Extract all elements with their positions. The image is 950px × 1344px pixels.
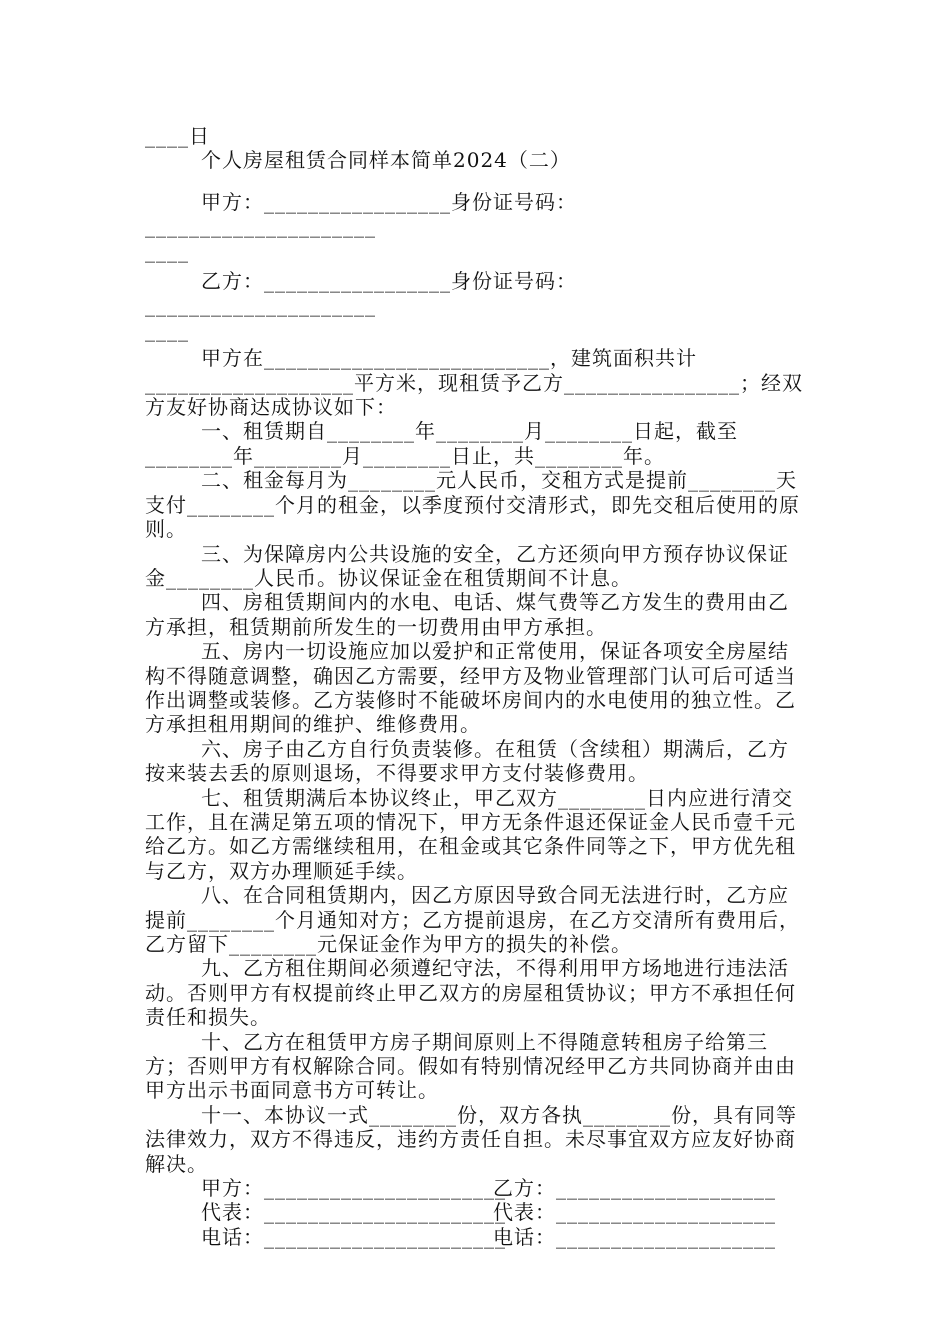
party-a-phone-field: 电话：______________________ bbox=[201, 1224, 506, 1249]
signature-row-phone bbox=[201, 1225, 807, 1249]
clause-4: 四、房租赁期间内的水电、电话、煤气费等乙方发生的费用由乙方承担，租赁期前所发生的一切费用由甲方承担。 bbox=[145, 590, 789, 639]
signature-block bbox=[201, 1176, 807, 1249]
signature-row-representative bbox=[201, 1200, 807, 1224]
clause-5: 五、房内一切设施应加以爱护和正常使用，保证各项安全房屋结构不得随意调整，确因乙方需要，经甲方及物业管理部门认可后可适当作出调整或装修。乙方装修时不能破坏房间内的水电使用的独立性。乙方承担租用期间的维护、维修费用。 bbox=[145, 639, 796, 737]
clause-11: 十一、本协议一式________份，双方各执________份，具有同等法律效力，双方不得违反，违约方责任自担。未尽事宜双方应友好协商解决。 bbox=[145, 1102, 797, 1176]
clause-2: 二、租金每月为________元人民币，交租方式是提前________天支付________个月的租金，以季度预付交清形式，即先交租后使用的原则。 bbox=[145, 468, 800, 542]
party-b-line: 乙方：_________________身份证号码：_____________________ bbox=[145, 269, 577, 318]
party-a-representative-field: 代表：______________________ bbox=[201, 1200, 506, 1225]
clause-3: 三、为保障房内公共设施的安全，乙方还须向甲方预存协议保证金________人民币。协议保证金在租赁期间不计息。 bbox=[145, 541, 789, 590]
party-b-signature-field: 乙方：____________________ bbox=[493, 1176, 776, 1201]
clause-preamble: 甲方在__________________________，建筑面积共计___________________平方米，现租赁予乙方________________；经双方友好协商达成协议如下： bbox=[145, 346, 803, 420]
party-a-line: 甲方：_________________身份证号码：_____________________ bbox=[145, 189, 577, 239]
clause-8: 八、在合同租赁期内，因乙方原因导致合同无法进行时，乙方应提前________个月通知对方；乙方提前退房，在乙方交清所有费用后，乙方留下________元保证金作为甲方的损失的补偿。 bbox=[145, 883, 800, 956]
party-a-signature-field: 甲方：______________________ bbox=[201, 1176, 506, 1201]
signature-row-party bbox=[201, 1176, 807, 1200]
contract-body bbox=[145, 124, 807, 1249]
party-b-representative-field: 代表：____________________ bbox=[493, 1200, 776, 1225]
party-b-phone-field: 电话：____________________ bbox=[493, 1224, 776, 1249]
clause-1: 一、租赁期自________年________月________日起，截至________年________月________日止，共________年。 bbox=[145, 419, 738, 468]
party-b-continuation: ____ bbox=[145, 317, 189, 342]
clause-6: 六、房子由乙方自行负责装修。在租赁（含续租）期满后，乙方按来装去丢的原则退场，不得要求甲方支付装修费用。 bbox=[145, 736, 789, 786]
contract-title: 个人房屋租赁合同样本简单2024（二） bbox=[201, 148, 571, 173]
party-a-continuation: ____ bbox=[145, 238, 189, 263]
date-fragment: ____日 bbox=[145, 124, 210, 148]
clause-7: 七、租赁期满后本协议终止，甲乙双方________日内应进行清交工作，且在满足第五项的情况下，甲方无条件退还保证金人民币壹千元给乙方。如乙方需继续租用，在租金或其它条件同等之下，甲方优先租与乙方，双方办理顺延手续。 bbox=[145, 785, 796, 883]
clause-10: 十、乙方在租赁甲方房子期间原则上不得随意转租房子给第三方；否则甲方有权解除合同。假如有特别情况经甲乙方共同协商并由由甲方出示书面同意书方可转让。 bbox=[145, 1029, 796, 1103]
clause-9: 九、乙方租住期间必须遵纪守法，不得利用甲方场地进行违法活动。否则甲方有权提前终止甲乙双方的房屋租赁协议；甲方不承担任何责任和损失。 bbox=[145, 956, 796, 1030]
